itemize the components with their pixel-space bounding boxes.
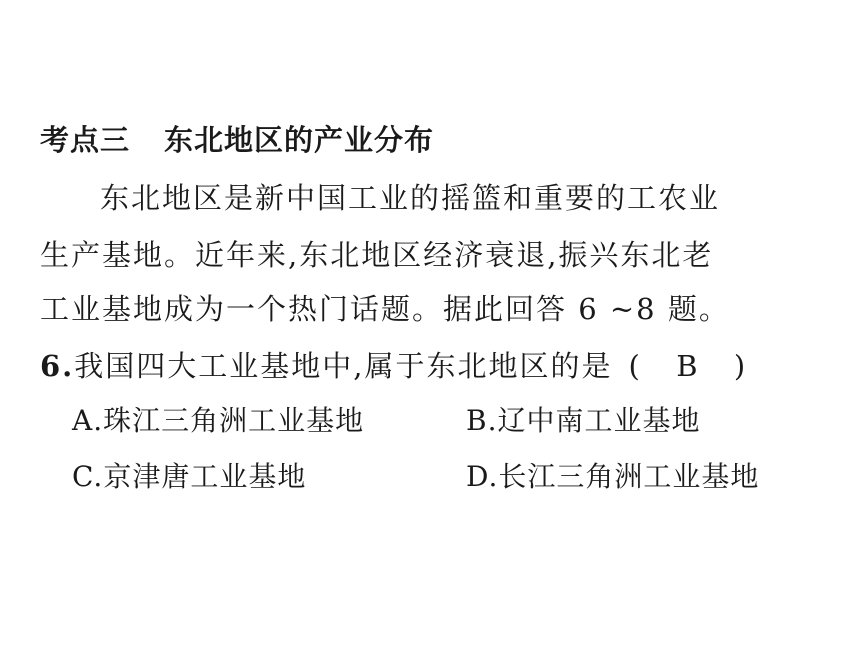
intro-line-2: 生产基地。近年来,东北地区经济衰退,振兴东北老 <box>40 238 714 272</box>
section-title: 东北地区的产业分布 <box>164 123 435 157</box>
option-b <box>466 399 701 439</box>
option-text: 京津唐工业基地 <box>103 460 307 493</box>
question-number: 6. <box>40 349 75 383</box>
intro-line-3: 工业基地成为一个热门话题。据此回答 6 ~8 题。 <box>40 292 730 326</box>
answer-value: B <box>676 349 700 383</box>
option-letter: C. <box>72 460 104 493</box>
option-text: 长江三角洲工业基地 <box>498 460 760 493</box>
option-text: 珠江三角洲工业基地 <box>103 404 365 437</box>
option-letter: D. <box>466 460 499 493</box>
answer-paren-close: ) <box>733 349 748 383</box>
option-text: 辽中南工业基地 <box>497 404 701 437</box>
question-6 <box>40 344 747 385</box>
option-c <box>72 455 306 495</box>
section-label: 考点三 <box>40 123 131 157</box>
option-a <box>72 399 364 439</box>
question-stem: 我国四大工业基地中,属于东北地区的是 <box>74 349 613 383</box>
option-letter: A. <box>72 404 104 437</box>
intro-line-1: 东北地区是新中国工业的摇篮和重要的工农业 <box>100 181 721 215</box>
answer-paren-open: ( <box>628 349 642 383</box>
option-d <box>466 455 759 495</box>
section-heading <box>40 118 434 159</box>
option-letter: B. <box>466 404 498 437</box>
